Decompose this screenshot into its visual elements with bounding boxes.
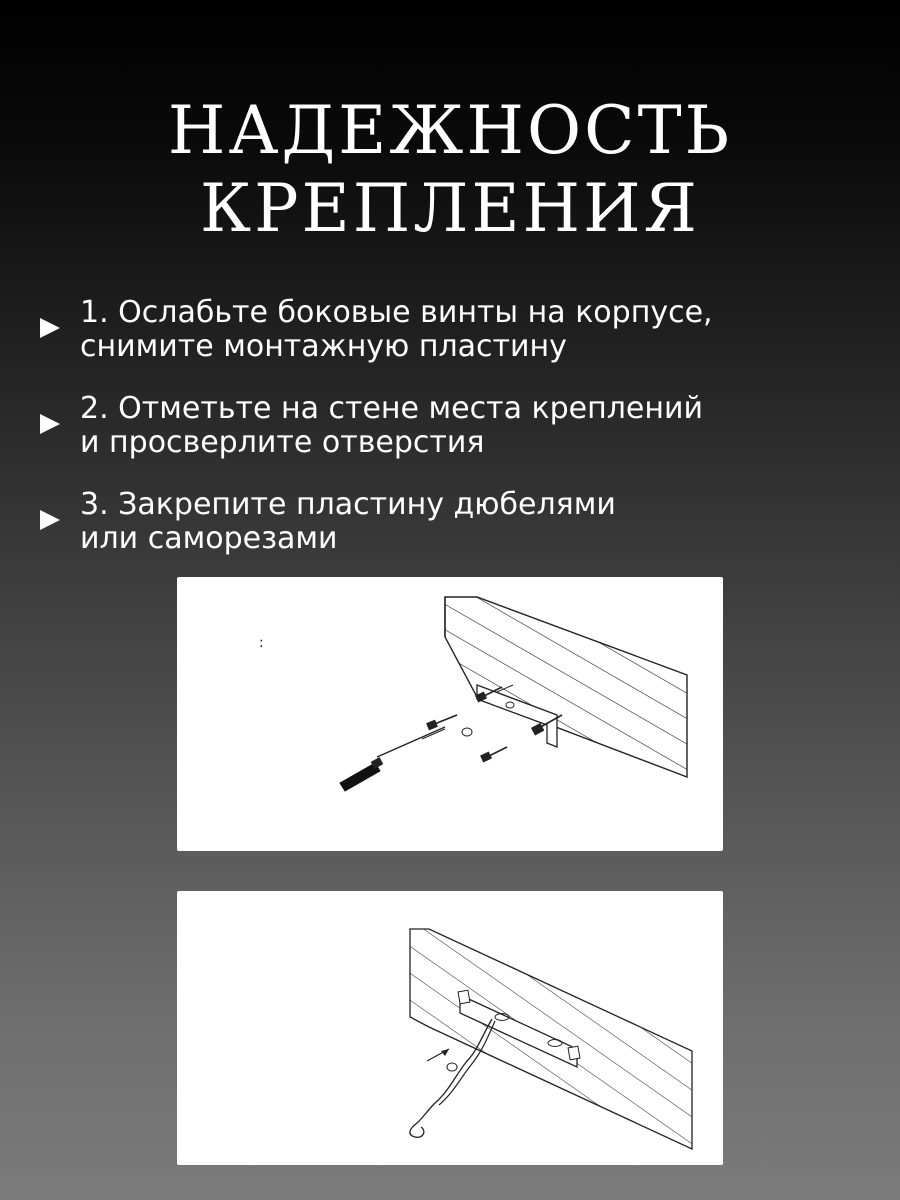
- step-line: 1. Ослабьте боковые винты на корпусе,: [80, 295, 713, 330]
- step-text: [80, 488, 616, 556]
- screwdriver-mounting-illustration-icon: [177, 577, 723, 851]
- step-text: [80, 392, 703, 460]
- title-line-1: НАДЕЖНОСТЬ: [167, 92, 733, 169]
- title-line-2: КРЕПЛЕНИЯ: [200, 170, 700, 247]
- bullet-arrow-icon: [40, 318, 60, 338]
- step-line: и просверлите отверстия: [80, 425, 485, 460]
- wall-bracket-installed-illustration-icon: [177, 891, 723, 1165]
- step-line: снимите монтажную пластину: [80, 329, 567, 364]
- step-2: [40, 392, 880, 488]
- diagram-mark: :: [259, 635, 264, 651]
- bullet-arrow-icon: [40, 510, 60, 530]
- step-3: [40, 488, 880, 584]
- step-line: или саморезами: [80, 521, 338, 556]
- instruction-steps: [40, 296, 880, 584]
- step-1: [40, 296, 880, 392]
- screwdriver-icon: [340, 727, 445, 791]
- page-title: [0, 92, 900, 248]
- bullet-arrow-icon: [40, 414, 60, 434]
- screw-icon: [427, 715, 457, 729]
- screw-icon: [481, 747, 507, 761]
- diagram-panel-mounting: [177, 577, 723, 851]
- wall-anchor: [462, 728, 472, 736]
- step-line: 3. Закрепите пластину дюбелями: [80, 487, 616, 522]
- step-text: [80, 296, 713, 364]
- diagram-panel-installed: [177, 891, 723, 1165]
- step-line: 2. Отметьте на стене места креплений: [80, 391, 703, 426]
